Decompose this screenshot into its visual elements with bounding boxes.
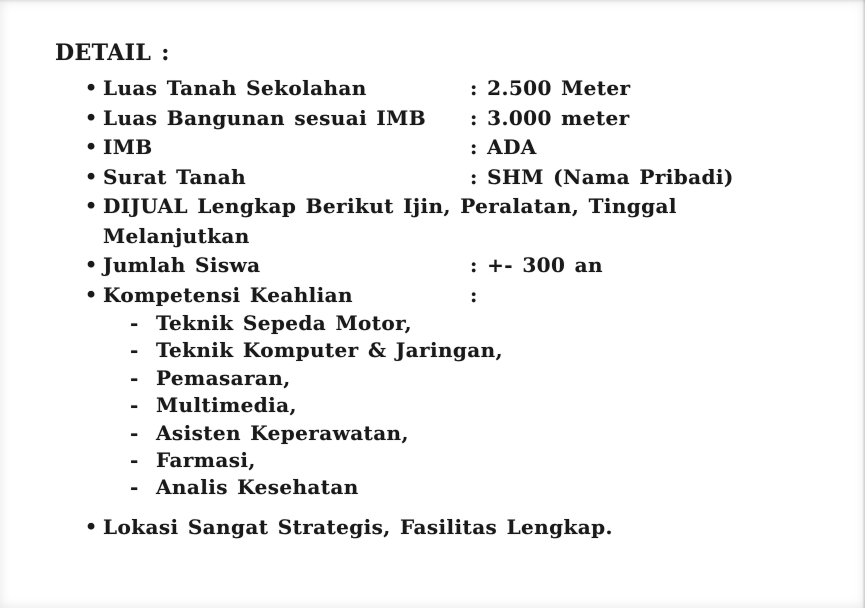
page-edge-shading-top bbox=[0, 0, 865, 3]
list-item-surat-tanah bbox=[55, 163, 835, 193]
sub-list-item-teknik-sepeda-motor bbox=[55, 310, 835, 337]
sub-list-item-teknik-komputer bbox=[55, 337, 835, 364]
item-value: : +- 300 an bbox=[470, 253, 603, 277]
sub-list-item-farmasi bbox=[55, 447, 835, 474]
sub-item-label: Farmasi, bbox=[156, 448, 256, 473]
item-value: : 3.000 meter bbox=[470, 105, 630, 130]
sub-item-label: Teknik Komputer & Jaringan, bbox=[156, 338, 503, 363]
item-label: IMB bbox=[103, 135, 153, 159]
sub-item-label: Analis Kesehatan bbox=[156, 475, 359, 500]
bullet-icon: • bbox=[85, 254, 98, 276]
item-label bbox=[103, 192, 835, 251]
sub-list-item-analis-kesehatan bbox=[55, 474, 835, 501]
sub-item-label: Multimedia, bbox=[156, 393, 297, 418]
list-item-jumlah-siswa bbox=[55, 251, 835, 281]
dash-icon: - bbox=[130, 311, 139, 335]
sub-item-label: Asisten Keperawatan, bbox=[156, 420, 409, 445]
sub-item-label: Pemasaran, bbox=[156, 365, 291, 390]
dash-icon: - bbox=[130, 393, 139, 418]
bullet-icon: • bbox=[85, 515, 98, 538]
item-value: : SHM (Nama Pribadi) bbox=[470, 164, 734, 189]
bullet-icon: • bbox=[85, 136, 98, 158]
list-item-luas-tanah bbox=[55, 74, 835, 104]
list-item-dijual bbox=[55, 192, 835, 251]
list-item-lokasi bbox=[55, 513, 835, 543]
item-label: Surat Tanah bbox=[103, 164, 247, 189]
item-label: Luas Bangunan sesuai IMB bbox=[103, 105, 427, 130]
list-item-kompetensi bbox=[55, 281, 835, 311]
sub-list-item-asisten-keperawatan bbox=[55, 420, 835, 447]
dash-icon: - bbox=[130, 475, 139, 500]
item-value: : ADA bbox=[470, 135, 537, 159]
dash-icon: - bbox=[130, 420, 139, 445]
dash-icon: - bbox=[130, 338, 139, 363]
sub-list-item-pemasaran bbox=[55, 365, 835, 392]
item-value: : 2.500 Meter bbox=[470, 76, 631, 100]
item-label: Lokasi Sangat Strategis, Fasilitas Lengkap. bbox=[103, 514, 613, 539]
item-label: Luas Tanah Sekolahan bbox=[103, 76, 367, 100]
item-label: Kompetensi Keahlian bbox=[103, 282, 353, 307]
sale-note-line2: Melanjutkan bbox=[103, 223, 250, 248]
bullet-icon: • bbox=[85, 106, 98, 129]
list-item-imb bbox=[55, 133, 835, 163]
item-label: Jumlah Siswa bbox=[103, 253, 261, 277]
section-heading: DETAIL : bbox=[55, 40, 170, 66]
item-value: : bbox=[470, 282, 478, 307]
sub-item-label: Teknik Sepeda Motor, bbox=[156, 311, 413, 335]
bullet-icon: • bbox=[85, 195, 98, 217]
dash-icon: - bbox=[130, 448, 139, 473]
dash-icon: - bbox=[130, 365, 139, 390]
bullet-icon: • bbox=[85, 165, 98, 188]
list-item-luas-bangunan bbox=[55, 104, 835, 134]
bullet-icon: • bbox=[85, 77, 98, 99]
sub-list-item-multimedia bbox=[55, 392, 835, 419]
bullet-icon: • bbox=[85, 283, 98, 306]
sale-note-line1: DIJUAL Lengkap Berikut Ijin, Peralatan, Tinggal bbox=[103, 194, 677, 218]
